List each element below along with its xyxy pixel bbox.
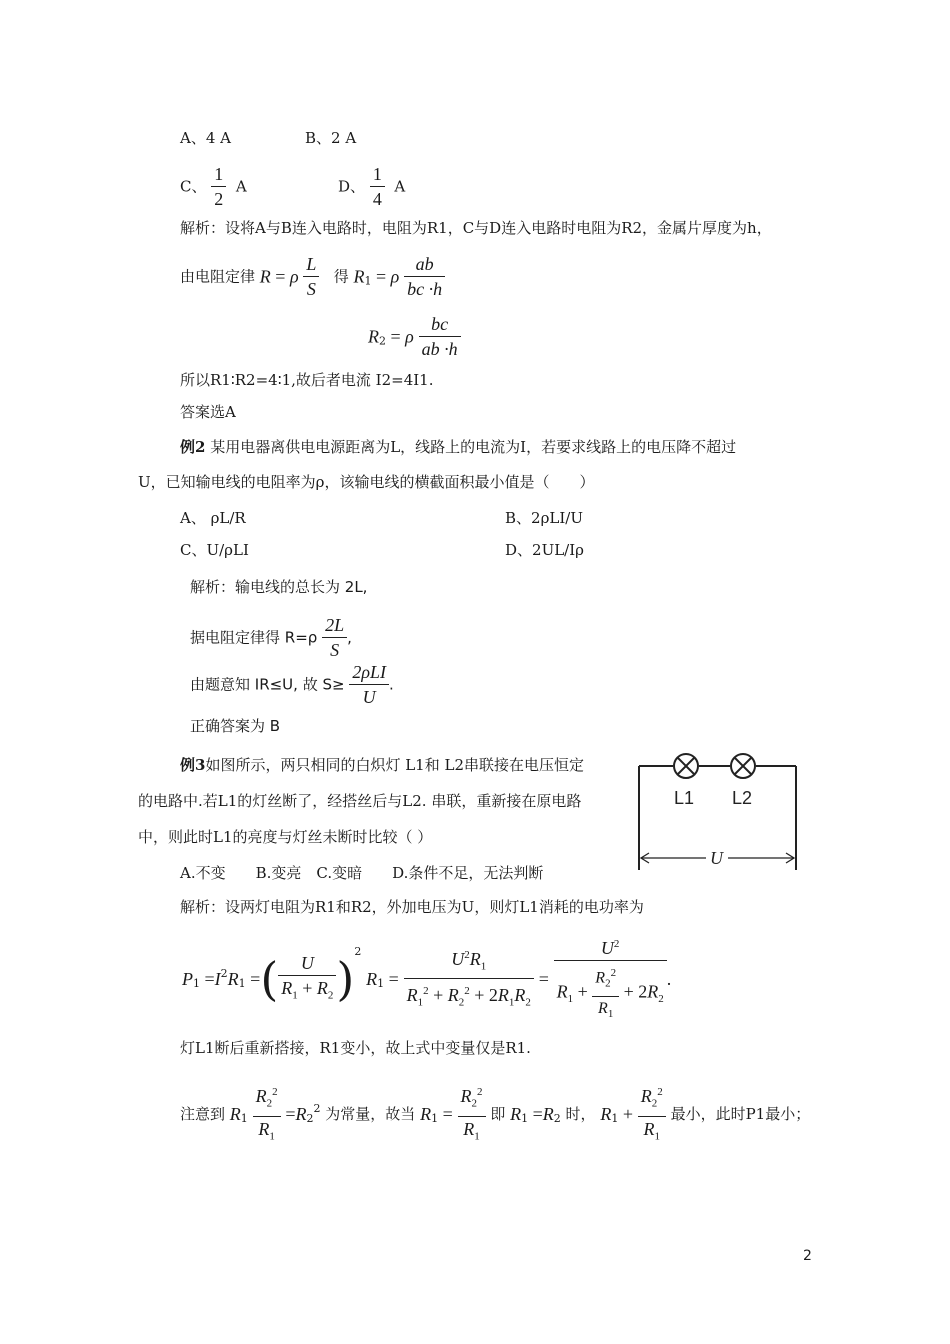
ex2-option-a: A、 ρL/R [180,509,246,527]
ex1-answer: 答案选A [180,403,236,421]
ex3-stem-line2: 的电路中.若L1的灯丝断了，经搭丝后与L2. 串联，重新接在原电路 [138,792,582,810]
ex2-stem-line1: 例2 某用电器离供电电源距离为L，线路上的电流为I，若要求线路上的电压降不超过 [180,438,737,456]
ex2-option-c: C、U/ρLI [180,541,249,559]
ex2-solution-1: 解析：输电线的总长为 2L, [190,578,368,596]
ex3-solution-1: 解析：设两灯电阻为R1和R2，外加电压为U，则灯L1消耗的电功率为 [180,898,644,916]
option-b: B、2 A [305,129,357,147]
option-d: D、 $\frac{1}{4}$ A [338,164,406,209]
ex1-r2-formula: $R_2 = \rho$ $\frac{bc}{ab \cdot h}$ [368,312,461,361]
page-number: 2 [803,1248,812,1264]
ex3-power-formula: $P_1 =I^2R_1$ =( $\frac{U}{R_1 + R_2}$ )$^2$ $R_1$ = $\frac{U^2R_1}{R_1^2 + R_2^2 + 2R_1R_2}$ = $U^2$ $R_1$ + $\frac{R_2^2}{R_1}$ + $2R_2$ . [182,932,671,1002]
ex2-solution-3: 由题意知 IR≤U, 故 S≥ $\frac{\text{2ρLI}}{U}$ . [190,662,394,707]
voltage-label: U [710,848,723,868]
ex2-solution-2: 据电阻定律得 R=ρ $\frac{2L}{S}$ , [190,615,352,660]
ex1-solution-line1: 解析：设将A与B连入电路时，电阻为R1，C与D连入电路时电阻为R2，金属片厚度为h， [180,219,772,237]
lamp-l1-icon [674,754,698,778]
lamp-l2-icon [731,754,755,778]
ex3-solution-2: 灯L1断后重新搭接，R1变小，故上式中变量仅是R1. [180,1039,531,1057]
ex2-option-d: D、2UL/Iρ [505,541,584,559]
option-c: C、 $\frac{1}{2}$ A [180,164,247,209]
ex1-ratio: 所以R1∶R2=4∶1,故后者电流 I2=4I1. [180,371,434,389]
ex1-resistance-law: 由电阻定律 R = ρ $\frac{L}{S}$ 得 $R_1 = \rho$ $\frac{ab}{bc \cdot h}$ [180,252,445,301]
lamp-l2-label: L2 [732,788,753,808]
ex3-stem-line3: 中，则此时L1的亮度与灯丝未断时比较（ ） [138,828,433,846]
ex3-solution-3: 注意到 $R_1$ $\frac{R_2^2}{R_1}$ $=R_2^2$ 为常量，故当 $R_1$ = $\frac{R_2^2}{R_1}$ 即 $R_1 =R_2$ 时， $R_1$ + $\frac{R_2^2}{R_1}$ 最小，此时P1最小； [180,1080,810,1140]
circuit-diagram [636,748,804,873]
ex2-stem-line2: U，已知输电线的电阻率为ρ，该输电线的横截面积最小值是（ ） [138,473,595,491]
ex2-option-b: B、2ρLI/U [505,509,583,527]
ex3-stem-line1: 例3如图所示，两只相同的白炽灯 L1和 L2串联接在电压恒定 [180,756,584,774]
ex2-solution-4: 正确答案为 B [190,717,281,735]
ex3-options: A.不变 B.变亮 C.变暗 D.条件不足，无法判断 [180,864,544,882]
option-a: A、4 A [180,129,231,147]
lamp-l1-label: L1 [674,788,695,808]
